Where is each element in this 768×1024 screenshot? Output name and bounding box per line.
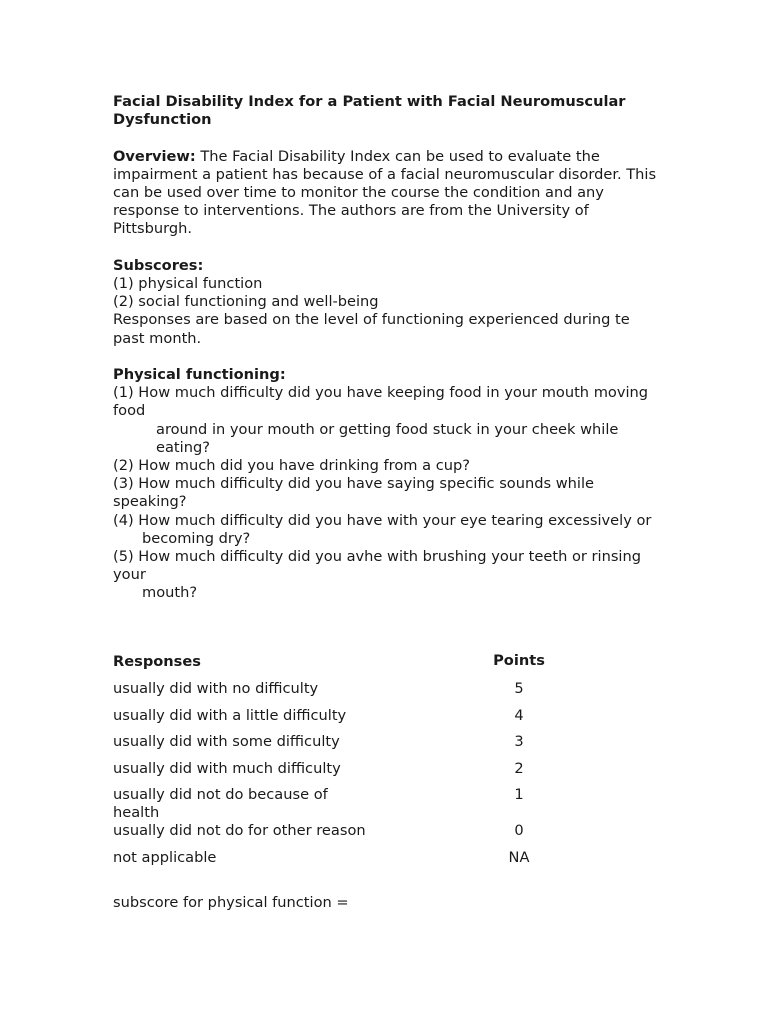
overview-text: The Facial Disability Index can be used to evaluate the impairment a patient has because of a facial neuromuscular disorder. This can be used over time to monitor the course the condition and any response to interventions. The authors are from the University of Pittsburgh. xyxy=(113,147,657,238)
points-column-header: Points xyxy=(493,652,545,669)
subscores-note: Responses are based on the level of functioning experienced during te past month. xyxy=(113,311,630,347)
subscores-heading: Subscores: xyxy=(113,256,204,274)
table-row xyxy=(113,707,633,733)
question-4-line-2: becoming dry? xyxy=(142,529,251,547)
response-label: not applicable xyxy=(113,849,217,866)
table-row xyxy=(113,822,633,849)
question-5-line-2: mouth? xyxy=(142,584,198,602)
question-2: (2) How much did you have drinking from a cup? xyxy=(113,457,470,475)
question-4-line-1: (4) How much difficulty did you have with your eye tearing excessively or xyxy=(113,511,652,529)
question-1-line-1: (1) How much difficulty did you have keeping food in your mouth moving food xyxy=(113,384,649,420)
response-label: usually did not do because of health xyxy=(113,786,328,822)
question-3: (3) How much difficulty did you have saying specific sounds while speaking? xyxy=(113,475,595,511)
response-label: usually did with a little difficulty xyxy=(113,707,347,724)
response-label: usually did not do for other reason xyxy=(113,822,366,839)
table-row xyxy=(113,849,633,875)
subscore-item-social: (2) social functioning and well-being xyxy=(113,293,379,311)
document-body xyxy=(113,93,658,603)
response-points: 4 xyxy=(514,707,524,724)
overview-paragraph xyxy=(113,148,658,239)
response-points: 3 xyxy=(514,733,524,750)
overview-label: Overview: xyxy=(113,147,196,165)
table-row xyxy=(113,760,633,786)
table-row xyxy=(113,786,633,822)
responses-table-header xyxy=(113,652,633,680)
physical-heading: Physical functioning: xyxy=(113,366,286,383)
subscore-item-physical: (1) physical function xyxy=(113,275,263,292)
question-1-line-2: around in your mouth or getting food stuck in your cheek while eating? xyxy=(156,420,619,456)
table-row xyxy=(113,733,633,760)
responses-table xyxy=(113,652,633,875)
responses-column-header: Responses xyxy=(113,653,201,670)
response-points: 1 xyxy=(514,786,524,803)
response-points: 5 xyxy=(514,680,524,697)
question-5-line-1: (5) How much difficulty did you avhe with brushing your teeth or rinsing your xyxy=(113,548,641,584)
document-title: Facial Disability Index for a Patient with Facial Neuromuscular Dysfunction xyxy=(113,93,626,129)
subscore-physical-line: subscore for physical function = xyxy=(113,894,349,911)
table-row xyxy=(113,680,633,707)
response-label: usually did with no difficulty xyxy=(113,680,319,697)
response-label: usually did with much difficulty xyxy=(113,760,341,777)
response-points: NA xyxy=(508,849,530,866)
response-points: 2 xyxy=(514,760,524,777)
response-points: 0 xyxy=(514,822,524,839)
response-label: usually did with some difficulty xyxy=(113,733,340,750)
